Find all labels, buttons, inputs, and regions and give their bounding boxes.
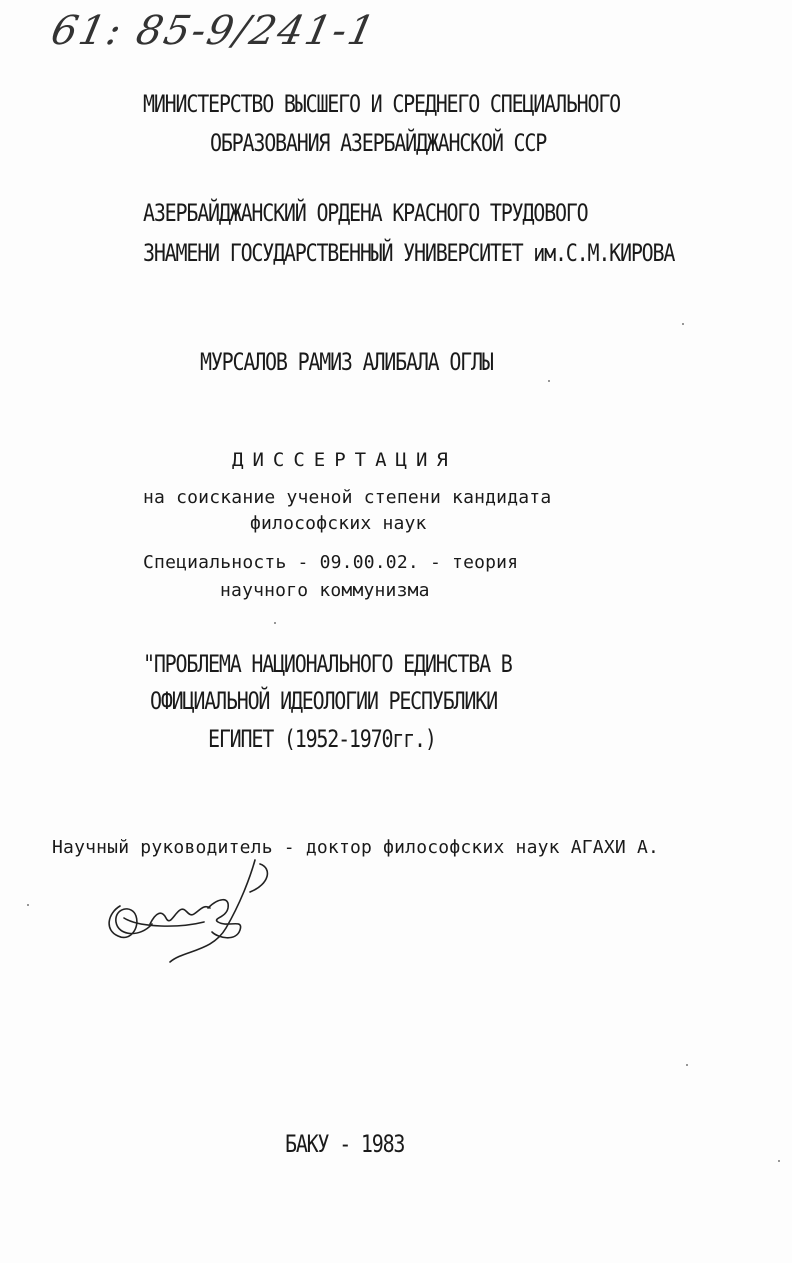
dissertation-heading: ДИССЕРТАЦИЯ	[232, 449, 457, 471]
scan-speck	[274, 622, 276, 624]
thesis-title-line-3: ЕГИПЕТ (1952-1970гг.)	[208, 724, 436, 753]
ministry-line-2: ОБРАЗОВАНИЯ АЗЕРБАЙДЖАНСКОЙ ССР	[210, 128, 547, 157]
university-line-2: ЗНАМЕНИ ГОСУДАРСТВЕННЫЙ УНИВЕРСИТЕТ им.С.М.КИРОВА	[143, 238, 675, 267]
thesis-title-line-1: "ПРОБЛЕМА НАЦИОНАЛЬНОГО ЕДИНСТВА В	[143, 649, 512, 678]
specialty-line-2: научного коммунизма	[220, 580, 430, 601]
author-name: МУРСАЛОВ РАМИЗ АЛИБАЛА ОГЛЫ	[200, 347, 493, 376]
place-and-year: БАКУ - 1983	[285, 1129, 405, 1158]
supervisor-signature	[100, 858, 290, 968]
specialty-line-1: Специальность - 09.00.02. - теория	[143, 552, 519, 573]
ministry-line-1: МИНИСТЕРСТВО ВЫСШЕГО И СРЕДНЕГО СПЕЦИАЛЬНОГО	[143, 89, 621, 118]
degree-purpose-line-2: философских наук	[250, 513, 427, 534]
thesis-title-line-2: ОФИЦИАЛЬНОЙ ИДЕОЛОГИИ РЕСПУБЛИКИ	[150, 686, 497, 715]
degree-purpose-line-1: на соискание ученой степени кандидата	[143, 487, 552, 508]
scan-speck	[682, 323, 684, 325]
handwritten-archive-number: 61: 85-9/241-1	[47, 8, 381, 54]
scan-speck	[548, 380, 550, 382]
scan-speck	[686, 1064, 688, 1066]
scan-speck	[778, 1160, 780, 1162]
scan-speck	[27, 904, 29, 906]
scientific-supervisor: Научный руководитель - доктор философских наук АГАХИ А.	[52, 837, 660, 858]
university-line-1: АЗЕРБАЙДЖАНСКИЙ ОРДЕНА КРАСНОГО ТРУДОВОГО	[143, 198, 588, 227]
